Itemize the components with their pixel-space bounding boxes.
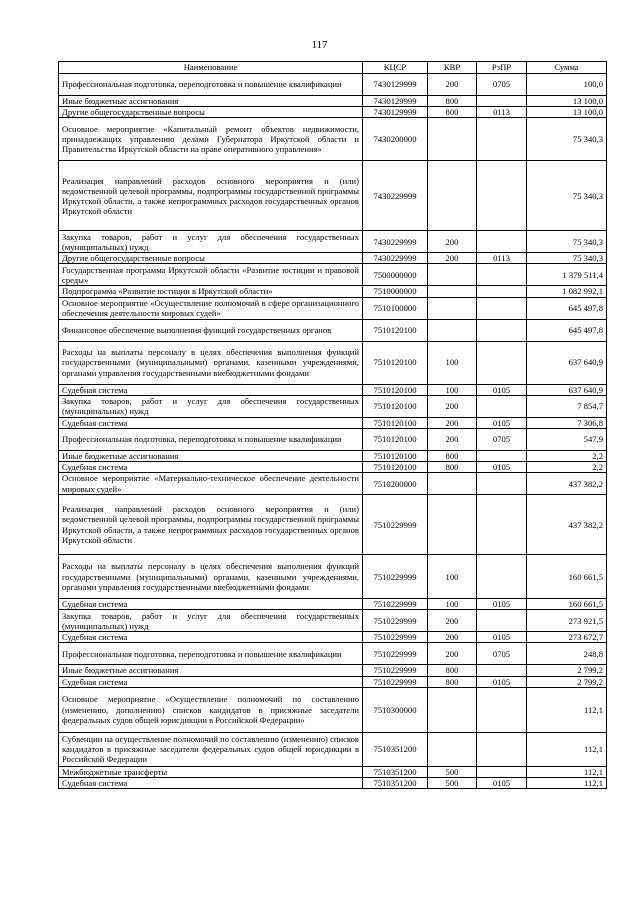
table-row: [59, 665, 607, 676]
row-kvr-cell: 100: [428, 384, 477, 395]
row-rzpr-cell: 0705: [477, 643, 527, 665]
row-kvr-cell: [428, 118, 477, 161]
row-name-cell: Другие общегосударственные вопросы: [59, 107, 363, 118]
row-kvr-cell: [428, 264, 477, 286]
row-name-cell: Закупка товаров, работ и услуг для обеспечения государственных (муниципальных) нужд: [59, 610, 363, 632]
row-kcsr-cell: 7510229999: [363, 610, 428, 632]
row-kvr-cell: 800: [428, 665, 477, 676]
row-rzpr-cell: [477, 687, 527, 732]
row-rzpr-cell: [477, 161, 527, 231]
table-row: [59, 732, 607, 766]
table-row: [59, 253, 607, 264]
row-sum-cell: 112,1: [527, 766, 607, 777]
row-kcsr-cell: 7510120100: [363, 417, 428, 428]
table-row: [59, 384, 607, 395]
table-row: [59, 766, 607, 777]
row-name-cell: Судебная система: [59, 417, 363, 428]
header-sum: Сумма: [527, 62, 607, 74]
table-row: [59, 395, 607, 417]
row-rzpr-cell: 0105: [477, 676, 527, 687]
row-sum-cell: 160 661,5: [527, 555, 607, 599]
table-row: [59, 450, 607, 461]
row-rzpr-cell: [477, 395, 527, 417]
row-name-cell: Профессиональная подготовка, переподготовка и повышение квалификации: [59, 74, 363, 96]
row-sum-cell: 437 382,2: [527, 473, 607, 495]
row-kvr-cell: 100: [428, 555, 477, 599]
row-kcsr-cell: 7430229999: [363, 231, 428, 253]
row-kcsr-cell: 7510351200: [363, 766, 428, 777]
table-row: [59, 319, 607, 341]
row-kcsr-cell: 7510120100: [363, 341, 428, 384]
table-row: [59, 676, 607, 687]
row-name-cell: Основное мероприятие «Материально-техническое обеспечение деятельности мировых судей»: [59, 473, 363, 495]
row-name-cell: Иные бюджетные ассигнования: [59, 96, 363, 107]
row-sum-cell: 75 340,3: [527, 118, 607, 161]
row-sum-cell: 112,1: [527, 687, 607, 732]
row-rzpr-cell: 0105: [477, 632, 527, 643]
row-sum-cell: 2 799,2: [527, 676, 607, 687]
row-sum-cell: 112,1: [527, 732, 607, 766]
row-name-cell: Судебная система: [59, 599, 363, 610]
row-name-cell: Межбюджетные трансферты: [59, 766, 363, 777]
row-kvr-cell: 500: [428, 766, 477, 777]
row-sum-cell: 2,2: [527, 461, 607, 472]
header-kcsr: КЦСР: [363, 62, 428, 74]
row-kvr-cell: [428, 495, 477, 555]
row-kcsr-cell: 7510229999: [363, 599, 428, 610]
row-name-cell: Основное мероприятие «Капитальный ремонт объектов недвижимости, принадлежащих управлению делами Губернатора Иркутской области и Правительства Иркутской области на праве оперативного управления»: [59, 118, 363, 161]
header-kvr: КВР: [428, 62, 477, 74]
table-row: [59, 461, 607, 472]
row-name-cell: Расходы на выплаты персоналу в целях обеспечения выполнения функций государственными (муниципальными) органами, казенными учреждениями, органами управления государственными внебюджетными фондами: [59, 555, 363, 599]
table-row: [59, 495, 607, 555]
row-kvr-cell: 200: [428, 428, 477, 450]
table-row: [59, 161, 607, 231]
row-rzpr-cell: 0113: [477, 107, 527, 118]
row-kvr-cell: 200: [428, 610, 477, 632]
row-sum-cell: 1 379 511,4: [527, 264, 607, 286]
row-kvr-cell: [428, 297, 477, 319]
row-sum-cell: 7 854,7: [527, 395, 607, 417]
table-row: [59, 777, 607, 788]
row-rzpr-cell: 0105: [477, 599, 527, 610]
row-kcsr-cell: 7510120100: [363, 319, 428, 341]
row-kcsr-cell: 7510120100: [363, 428, 428, 450]
row-rzpr-cell: [477, 286, 527, 297]
table-row: [59, 687, 607, 732]
row-kcsr-cell: 7510229999: [363, 555, 428, 599]
table-row: [59, 417, 607, 428]
table-body: [59, 74, 607, 789]
header-name: Наименование: [59, 62, 363, 74]
row-kvr-cell: 200: [428, 253, 477, 264]
budget-table: [58, 61, 607, 789]
row-sum-cell: 248,8: [527, 643, 607, 665]
table-row: [59, 555, 607, 599]
row-kvr-cell: 800: [428, 107, 477, 118]
row-kcsr-cell: 7430129999: [363, 107, 428, 118]
row-rzpr-cell: [477, 96, 527, 107]
row-sum-cell: 75 340,3: [527, 253, 607, 264]
row-rzpr-cell: [477, 610, 527, 632]
row-name-cell: Подпрограмма «Развитие юстиции в Иркутской области»: [59, 286, 363, 297]
row-kcsr-cell: 7510300000: [363, 687, 428, 732]
row-kcsr-cell: 7430129999: [363, 96, 428, 107]
page-number: 117: [311, 39, 328, 51]
row-kvr-cell: 200: [428, 643, 477, 665]
row-kcsr-cell: 7510120100: [363, 461, 428, 472]
row-sum-cell: 7 306,8: [527, 417, 607, 428]
row-kcsr-cell: 7510351200: [363, 777, 428, 788]
row-name-cell: Судебная система: [59, 384, 363, 395]
row-name-cell: Финансовое обеспечение выполнения функций государственных органов: [59, 319, 363, 341]
row-kvr-cell: 500: [428, 777, 477, 788]
row-rzpr-cell: [477, 473, 527, 495]
table-row: [59, 297, 607, 319]
row-kvr-cell: [428, 319, 477, 341]
row-name-cell: Судебная система: [59, 676, 363, 687]
table-row: [59, 632, 607, 643]
row-sum-cell: 13 100,0: [527, 96, 607, 107]
row-kvr-cell: 100: [428, 341, 477, 384]
row-kcsr-cell: 7510120100: [363, 395, 428, 417]
row-kvr-cell: 800: [428, 676, 477, 687]
row-kvr-cell: 200: [428, 231, 477, 253]
row-kvr-cell: [428, 732, 477, 766]
row-rzpr-cell: 0705: [477, 428, 527, 450]
row-kcsr-cell: 7430129999: [363, 74, 428, 96]
row-kcsr-cell: 7510229999: [363, 495, 428, 555]
row-rzpr-cell: [477, 732, 527, 766]
row-kvr-cell: [428, 286, 477, 297]
table-row: [59, 599, 607, 610]
row-kvr-cell: 200: [428, 632, 477, 643]
row-kvr-cell: [428, 687, 477, 732]
row-sum-cell: 637 640,9: [527, 384, 607, 395]
row-rzpr-cell: [477, 297, 527, 319]
row-kcsr-cell: 7510120100: [363, 384, 428, 395]
row-sum-cell: 273 921,5: [527, 610, 607, 632]
row-kcsr-cell: 7510229999: [363, 632, 428, 643]
row-sum-cell: 112,1: [527, 777, 607, 788]
row-sum-cell: 1 082 992,1: [527, 286, 607, 297]
row-sum-cell: 547,9: [527, 428, 607, 450]
row-name-cell: Судебная система: [59, 632, 363, 643]
row-kvr-cell: [428, 473, 477, 495]
row-name-cell: Расходы на выплаты персоналу в целях обеспечения выполнения функций государственными (муниципальными) органами, казенными учреждениями, органами управления государственными внебюджетными фондами: [59, 341, 363, 384]
row-sum-cell: 645 497,8: [527, 297, 607, 319]
row-sum-cell: 75 340,3: [527, 161, 607, 231]
row-rzpr-cell: [477, 319, 527, 341]
row-kcsr-cell: 7430229999: [363, 253, 428, 264]
row-kvr-cell: 800: [428, 96, 477, 107]
row-name-cell: Закупка товаров, работ и услуг для обеспечения государственных (муниципальных) нужд: [59, 395, 363, 417]
row-name-cell: Основное мероприятие «Осуществление полномочий по составлению (изменению, дополнению) списков кандидатов в присяжные заседатели федеральных судов общей юрисдикции в Российской Федерации»: [59, 687, 363, 732]
table-row: [59, 264, 607, 286]
row-kcsr-cell: 7510229999: [363, 665, 428, 676]
row-kvr-cell: 800: [428, 461, 477, 472]
row-sum-cell: 437 382,2: [527, 495, 607, 555]
table-row: [59, 118, 607, 161]
row-name-cell: Закупка товаров, работ и услуг для обеспечения государственных (муниципальных) нужд: [59, 231, 363, 253]
row-sum-cell: 273 672,7: [527, 632, 607, 643]
row-sum-cell: 637 640,9: [527, 341, 607, 384]
row-kcsr-cell: 7510229999: [363, 676, 428, 687]
row-rzpr-cell: 0105: [477, 777, 527, 788]
table-row: [59, 96, 607, 107]
row-name-cell: Реализация направлений расходов основного мероприятия и (или) ведомственной целевой программы, подпрограммы государственной программы Иркутской области, а также непрограммных расходов государственных органов Иркутской области: [59, 495, 363, 555]
row-rzpr-cell: [477, 231, 527, 253]
row-kcsr-cell: 7510120100: [363, 450, 428, 461]
row-name-cell: Основное мероприятие «Осуществление полномочий в сфере организационного обеспечения деятельности мировых судей»: [59, 297, 363, 319]
row-rzpr-cell: [477, 665, 527, 676]
row-kcsr-cell: 7510351200: [363, 732, 428, 766]
row-name-cell: Судебная система: [59, 777, 363, 788]
table-row: [59, 286, 607, 297]
table-row: [59, 107, 607, 118]
row-kcsr-cell: 7510100000: [363, 297, 428, 319]
row-name-cell: Реализация направлений расходов основного мероприятия и (или) ведомственной целевой программы, подпрограммы государственной программы Иркутской области, а также непрограммных расходов государственных органов Иркутской области: [59, 161, 363, 231]
row-sum-cell: 2,2: [527, 450, 607, 461]
table-row: [59, 643, 607, 665]
row-name-cell: Иные бюджетные ассигнования: [59, 450, 363, 461]
row-rzpr-cell: 0705: [477, 74, 527, 96]
row-rzpr-cell: [477, 264, 527, 286]
row-sum-cell: 2 799,2: [527, 665, 607, 676]
row-rzpr-cell: 0105: [477, 461, 527, 472]
row-name-cell: Профессиональная подготовка, переподготовка и повышение квалификации: [59, 428, 363, 450]
row-sum-cell: 160 661,5: [527, 599, 607, 610]
row-sum-cell: 13 100,0: [527, 107, 607, 118]
row-kvr-cell: 200: [428, 395, 477, 417]
table-row: [59, 610, 607, 632]
row-rzpr-cell: 0105: [477, 417, 527, 428]
table-row: [59, 341, 607, 384]
table-row: [59, 473, 607, 495]
row-kvr-cell: 200: [428, 417, 477, 428]
table-header: [59, 62, 607, 74]
row-name-cell: Государственная программа Иркутской области «Развитие юстиции и правовой среды»: [59, 264, 363, 286]
row-name-cell: Другие общегосударственные вопросы: [59, 253, 363, 264]
row-sum-cell: 645 497,8: [527, 319, 607, 341]
row-name-cell: Иные бюджетные ассигнования: [59, 665, 363, 676]
row-rzpr-cell: [477, 341, 527, 384]
table-row: [59, 231, 607, 253]
row-kvr-cell: 100: [428, 599, 477, 610]
row-name-cell: Судебная система: [59, 461, 363, 472]
table-row: [59, 74, 607, 96]
row-kvr-cell: 200: [428, 74, 477, 96]
row-rzpr-cell: [477, 555, 527, 599]
row-kcsr-cell: 7500000000: [363, 264, 428, 286]
row-kcsr-cell: 7430200000: [363, 118, 428, 161]
header-rzpr: РзПР: [477, 62, 527, 74]
row-rzpr-cell: [477, 495, 527, 555]
row-name-cell: Профессиональная подготовка, переподготовка и повышение квалификации: [59, 643, 363, 665]
row-rzpr-cell: [477, 450, 527, 461]
row-rzpr-cell: 0113: [477, 253, 527, 264]
row-kcsr-cell: 7510200000: [363, 473, 428, 495]
row-rzpr-cell: 0105: [477, 384, 527, 395]
table-row: [59, 428, 607, 450]
row-sum-cell: 75 340,3: [527, 231, 607, 253]
row-kcsr-cell: 7430229999: [363, 161, 428, 231]
row-rzpr-cell: [477, 118, 527, 161]
row-kvr-cell: 800: [428, 450, 477, 461]
row-sum-cell: 100,0: [527, 74, 607, 96]
row-kcsr-cell: 7510229999: [363, 643, 428, 665]
row-rzpr-cell: [477, 766, 527, 777]
row-name-cell: Субвенции на осуществление полномочий по составлению (изменению) списков кандидатов в присяжные заседатели федеральных судов общей юрисдикции в Российской Федерации: [59, 732, 363, 766]
row-kcsr-cell: 7510000000: [363, 286, 428, 297]
row-kvr-cell: [428, 161, 477, 231]
